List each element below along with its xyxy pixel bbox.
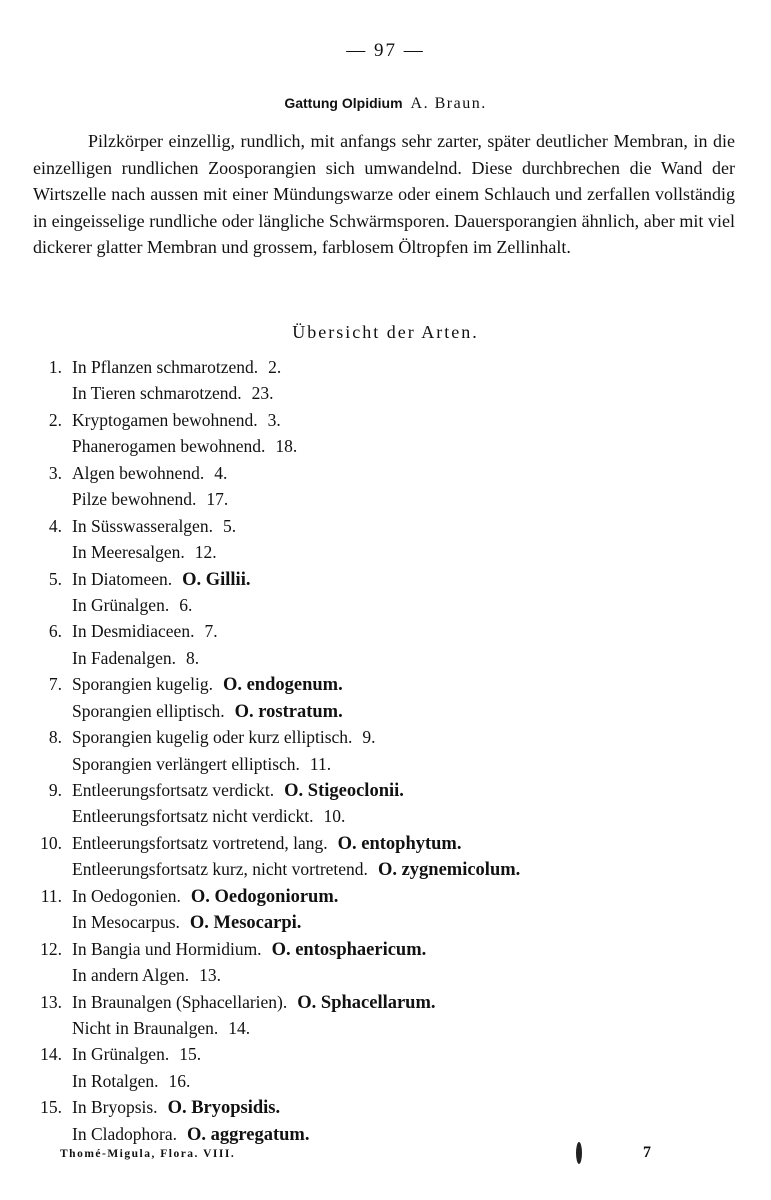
key-reference: 23.	[251, 383, 274, 404]
key-text: Kryptogamen bewohnend.	[72, 409, 258, 430]
key-text: Entleerungsfortsatz kurz, nicht vortretend.	[72, 859, 368, 880]
key-row	[0, 1121, 771, 1147]
key-text-group	[72, 830, 461, 857]
key-text: In Rotalgen.	[72, 1070, 159, 1091]
key-number: 3.	[48, 462, 62, 483]
key-number: 6.	[48, 621, 62, 642]
key-row	[0, 380, 771, 406]
key-text: Sporangien verlängert elliptisch.	[72, 753, 300, 774]
key-row	[0, 936, 771, 962]
key-text: Pilze bewohnend.	[72, 489, 197, 510]
key-row	[0, 830, 771, 856]
key-text-group	[72, 1015, 250, 1041]
key-text-group	[72, 936, 426, 963]
key-text: Entleerungsfortsatz nicht verdickt.	[72, 806, 314, 827]
genus-name: Gattung Olpidium	[284, 95, 403, 111]
key-text: Phanerogamen bewohnend.	[72, 436, 266, 457]
key-reference: 15.	[179, 1044, 202, 1065]
species-name: O. aggregatum.	[186, 1124, 310, 1145]
key-text-group	[72, 486, 228, 512]
key-reference: 16.	[168, 1070, 191, 1091]
key-reference: 14.	[228, 1017, 251, 1038]
key-text: In Fadenalgen.	[72, 647, 176, 668]
key-text-group	[72, 962, 221, 988]
key-text: In Meeresalgen.	[72, 542, 185, 563]
key-text: In Pflanzen schmarotzend.	[72, 357, 259, 377]
key-row	[0, 724, 771, 750]
key-text-group	[72, 777, 404, 804]
key-row	[0, 909, 771, 935]
key-row	[0, 671, 771, 697]
key-text: Entleerungsfortsatz verdickt.	[72, 780, 275, 800]
species-name: O. Mesocarpi.	[189, 913, 302, 934]
key-text-group	[72, 592, 192, 618]
key-number: 11.	[40, 885, 62, 906]
key-text-group	[72, 724, 376, 750]
key-text-group	[72, 698, 343, 725]
key-reference: 4.	[214, 462, 228, 483]
genus-title	[0, 95, 771, 113]
key-row	[0, 354, 771, 380]
key-row	[0, 1041, 771, 1067]
genus-description: Pilzkörper einzellig, rundlich, mit anfangs sehr zarter, später deutlicher Membran, in die einzelligen rundlichen Zoosporangien sich umwandelnd. Diese durchbrechen die Wand der Wirtszelle nach aussen mit einer Mündungswarze oder einem Schlauch und zerfallen vollständig in eingeisselige rundliche oder längliche Schwärmsporen. Dauersporangien ähnlich, aber mit viel dickerer glatter Membran und grossem, farblosem Öltropfen im Zellinhalt.	[33, 131, 735, 258]
key-row	[0, 777, 771, 803]
species-name: O. Oedogoniorum.	[190, 886, 339, 907]
key-number: 8.	[48, 727, 62, 748]
key-text: In Diatomeen.	[72, 568, 173, 589]
key-reference: 7.	[204, 621, 218, 642]
key-row	[0, 989, 771, 1015]
species-key	[0, 354, 771, 1147]
footer-sheet-number: 7	[643, 1144, 651, 1161]
key-number: 4.	[48, 515, 62, 536]
key-text: In Cladophora.	[72, 1123, 177, 1144]
species-name: O. endogenum.	[222, 675, 343, 696]
species-name: O. Bryopsidis.	[167, 1098, 281, 1119]
key-row	[0, 513, 771, 539]
key-row	[0, 566, 771, 592]
key-text-group	[72, 618, 218, 644]
key-row	[0, 883, 771, 909]
key-number: 13.	[40, 991, 62, 1012]
key-text: Sporangien kugelig.	[72, 674, 213, 695]
key-text-group	[72, 803, 345, 829]
key-row	[0, 1094, 771, 1120]
key-row	[0, 1068, 771, 1094]
key-number: 15.	[40, 1097, 62, 1118]
key-text-group	[72, 1068, 190, 1094]
species-name: O. Gillii.	[182, 569, 251, 590]
key-number: 2.	[48, 409, 62, 430]
key-text-group	[72, 566, 250, 593]
key-text-group	[72, 856, 520, 883]
key-text-group	[72, 380, 274, 406]
key-reference: 18.	[275, 436, 298, 457]
key-number: 12.	[40, 938, 62, 959]
key-reference: 10.	[323, 806, 346, 827]
key-reference: 3.	[267, 409, 281, 430]
ink-smudge	[576, 1142, 582, 1164]
key-row	[0, 618, 771, 644]
key-row	[0, 751, 771, 777]
species-name: O. Sphacellarum.	[297, 992, 436, 1013]
footer-signature: Thomé-Migula, Flora. VIII.	[60, 1148, 236, 1160]
key-text: In andern Algen.	[72, 965, 190, 986]
key-reference: 17.	[206, 489, 229, 510]
key-number: 10.	[40, 832, 62, 853]
key-text: Algen bewohnend.	[72, 462, 205, 483]
key-row	[0, 486, 771, 512]
key-text-group	[72, 751, 331, 777]
species-name: O. rostratum.	[234, 701, 343, 722]
key-text-group	[72, 645, 199, 671]
key-text-group	[72, 513, 236, 539]
page-number: — 97 —	[346, 40, 425, 61]
species-name: O. entophytum.	[337, 833, 462, 854]
key-reference: 9.	[362, 727, 376, 748]
species-name: O. zygnemicolum.	[377, 860, 521, 881]
species-name: O. entosphaericum.	[271, 939, 427, 960]
key-text: In Bryopsis.	[72, 1097, 158, 1118]
key-text-group	[72, 1041, 201, 1067]
key-text: Nicht in Braunalgen.	[72, 1017, 219, 1038]
key-number: 14.	[40, 1044, 62, 1065]
key-reference: 6.	[179, 594, 193, 615]
key-text: In Desmidiaceen.	[72, 621, 195, 642]
key-row	[0, 460, 771, 486]
key-text-group	[72, 539, 217, 565]
key-text-group	[72, 909, 301, 936]
key-reference: 12.	[194, 542, 217, 563]
key-text: In Mesocarpus.	[72, 912, 180, 933]
key-row	[0, 803, 771, 829]
key-text-group	[72, 989, 436, 1016]
key-text-group	[72, 1094, 280, 1121]
key-text: In Grünalgen.	[72, 594, 170, 615]
key-row	[0, 645, 771, 671]
key-row	[0, 856, 771, 882]
key-text-group	[72, 354, 281, 380]
key-reference: 2.	[268, 357, 282, 377]
key-heading: Übersicht der Arten.	[292, 322, 479, 342]
key-number: 1.	[48, 357, 62, 377]
key-reference: 11.	[309, 753, 332, 774]
key-row	[0, 962, 771, 988]
key-text-group	[72, 1121, 309, 1148]
key-row	[0, 407, 771, 433]
key-text-group	[72, 883, 338, 910]
key-number: 5.	[48, 568, 62, 589]
key-text-group	[72, 671, 343, 698]
key-text: In Oedogonien.	[72, 885, 181, 906]
species-name: O. Stigeoclonii.	[284, 781, 404, 801]
key-reference: 5.	[222, 515, 237, 536]
genus-author: A. Braun.	[410, 95, 487, 112]
key-number: 9.	[48, 780, 62, 800]
key-number: 7.	[48, 674, 62, 695]
key-text: In Bangia und Hormidium.	[72, 938, 262, 959]
key-text-group	[72, 407, 281, 433]
key-reference: 13.	[199, 965, 221, 986]
key-text: Sporangien elliptisch.	[72, 700, 225, 721]
key-text: Sporangien kugelig oder kurz elliptisch.	[72, 727, 353, 748]
key-row	[0, 1015, 771, 1041]
key-reference: 8.	[186, 647, 200, 668]
key-text: In Grünalgen.	[72, 1044, 170, 1065]
key-row	[0, 433, 771, 459]
key-text: In Tieren schmarotzend.	[72, 383, 242, 404]
key-row	[0, 592, 771, 618]
key-text-group	[72, 433, 297, 459]
key-row	[0, 698, 771, 724]
key-row	[0, 539, 771, 565]
key-text: In Braunalgen (Sphacellarien).	[72, 991, 288, 1012]
key-text-group	[72, 460, 227, 486]
key-text: In Süsswasseralgen.	[72, 515, 213, 536]
key-text: Entleerungsfortsatz vortretend, lang.	[72, 832, 328, 853]
